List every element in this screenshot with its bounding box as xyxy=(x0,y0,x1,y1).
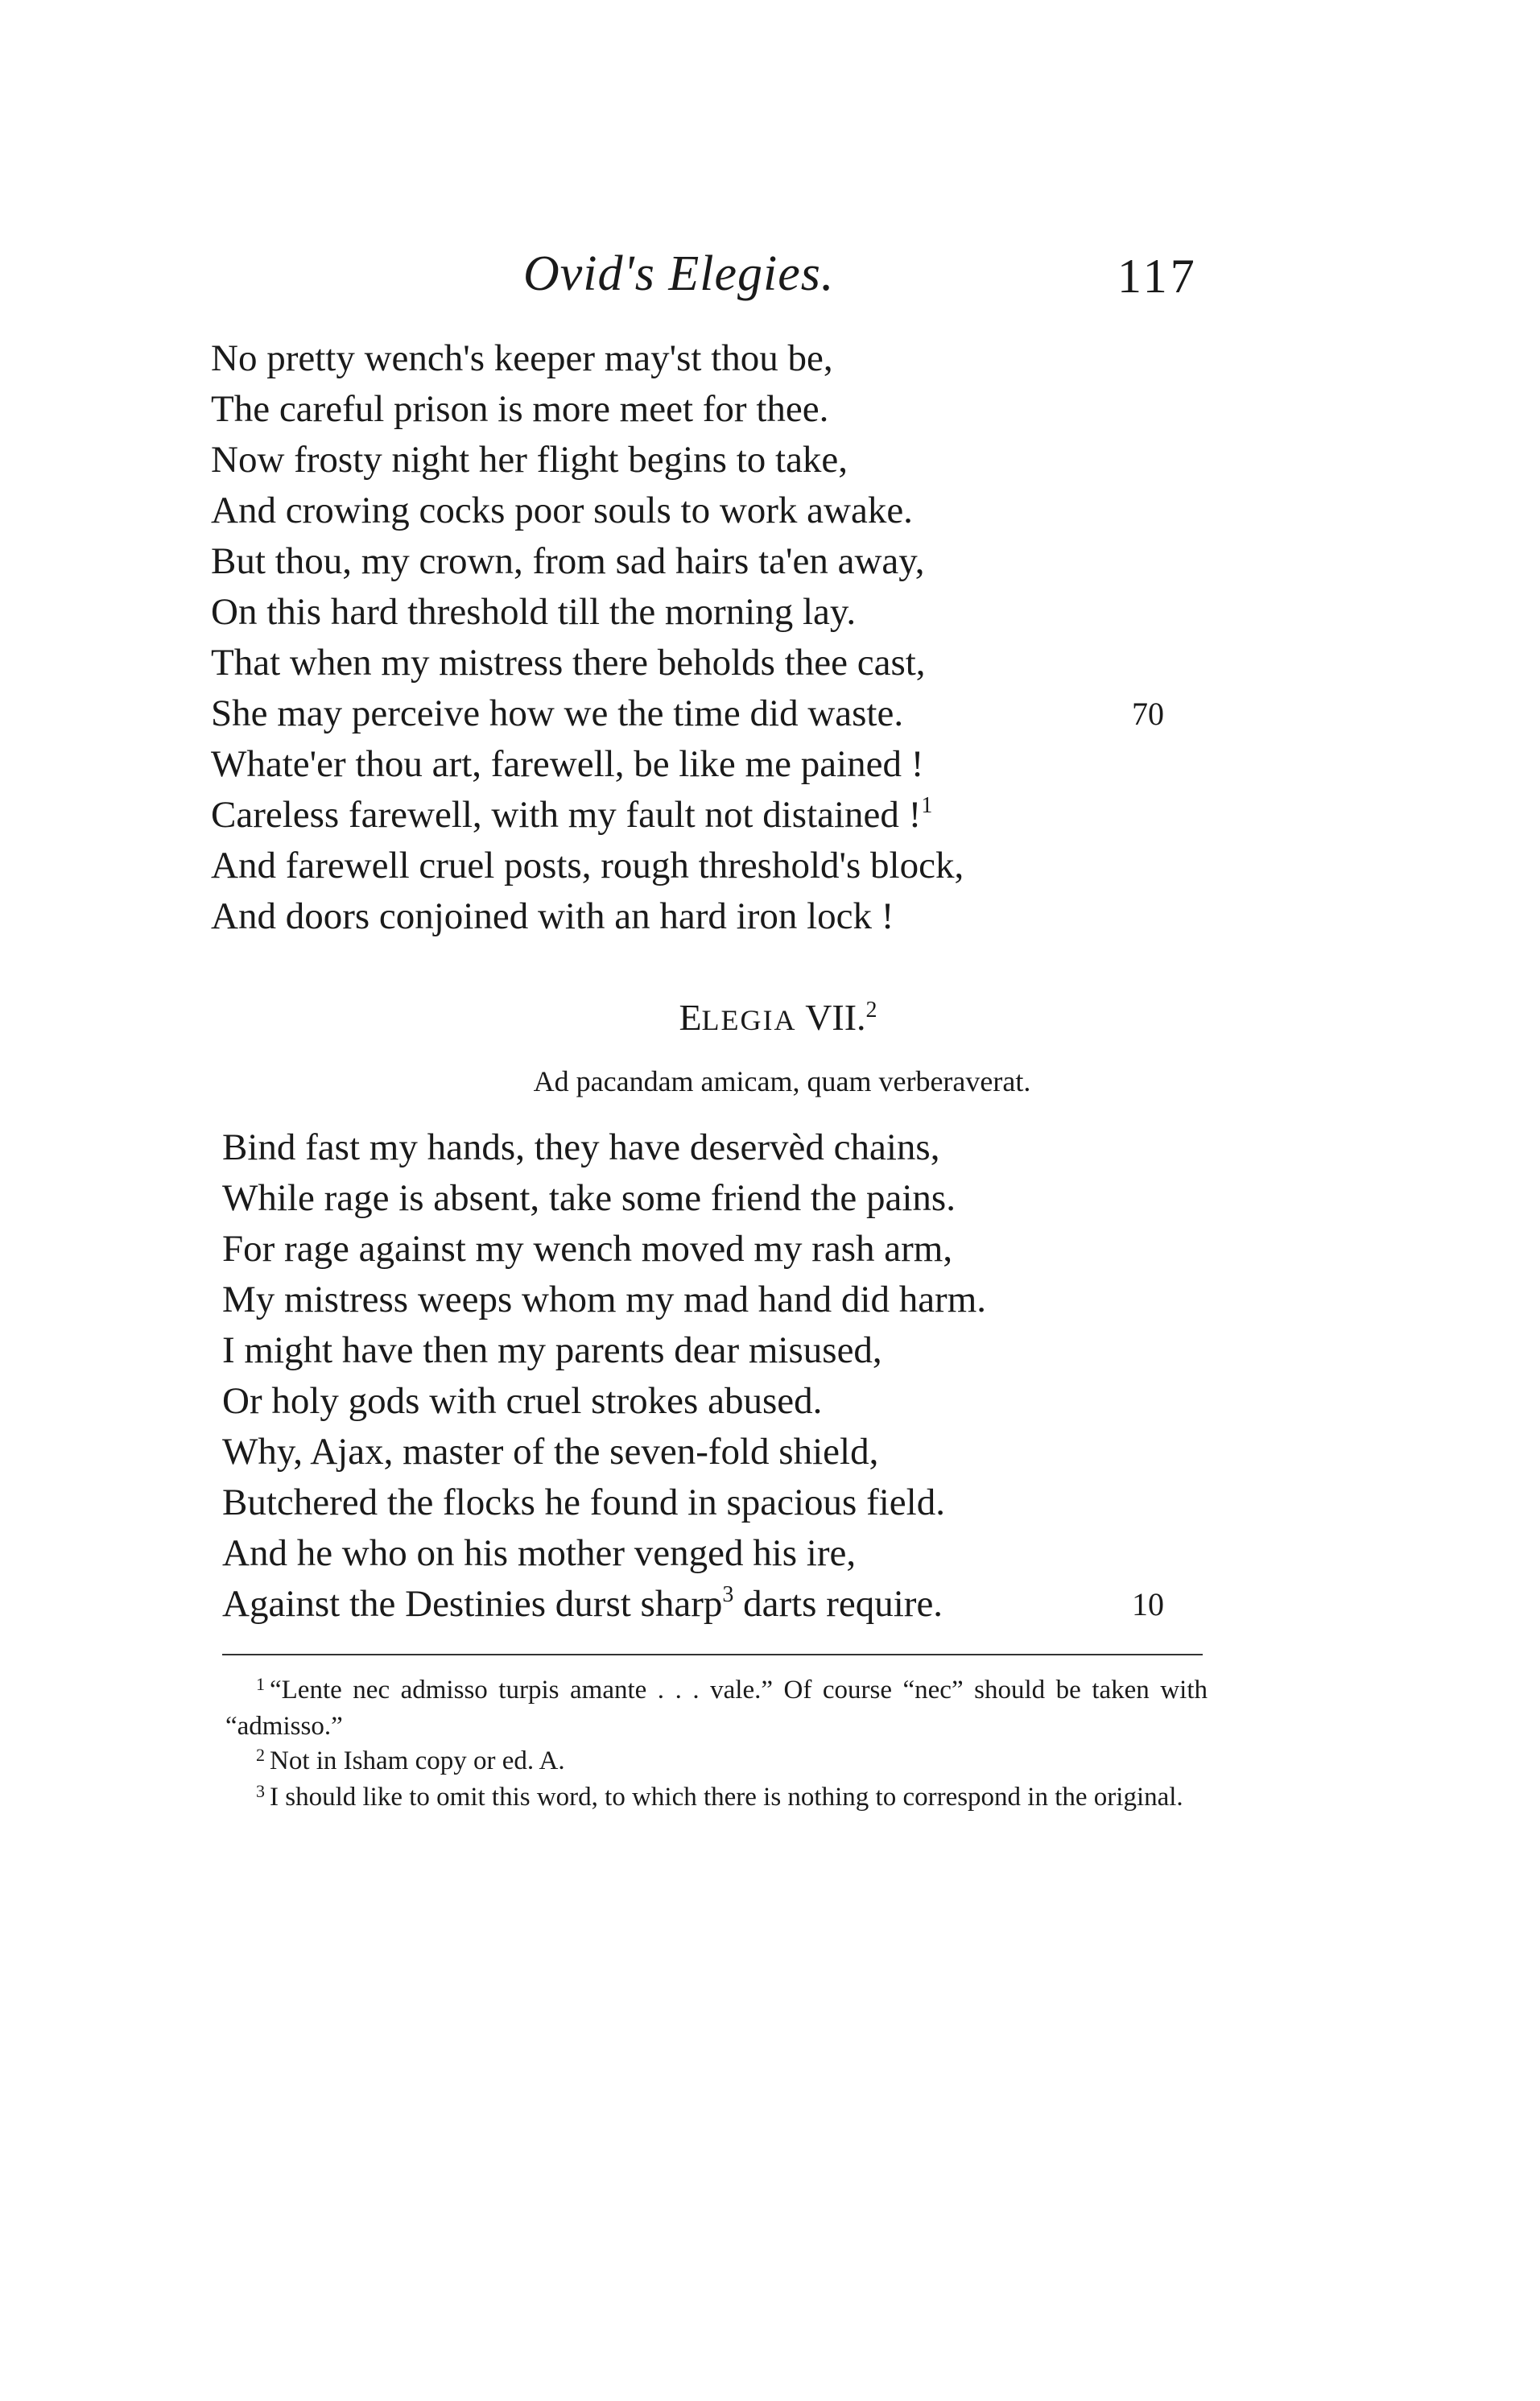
verse-line xyxy=(211,435,1298,486)
verse-text: Whate'er thou art, farewell, be like me pained ! xyxy=(211,743,924,785)
verse-line xyxy=(211,333,1298,384)
verse-text: She may perceive how we the time did waste. xyxy=(211,692,904,734)
footnote-marker: 1 xyxy=(256,1674,265,1694)
verse-line xyxy=(222,1376,1309,1427)
verse-line xyxy=(222,1477,1309,1528)
footnote-divider xyxy=(222,1654,1203,1655)
verse-line xyxy=(211,790,1298,841)
verse-text: And crowing cocks poor souls to work awake. xyxy=(211,490,913,531)
footnote-text: I should like to omit this word, to which there is nothing to correspond in the original. xyxy=(270,1783,1183,1812)
line-number: 10 xyxy=(1132,1586,1164,1622)
verse-line xyxy=(222,1325,1309,1376)
verse-line xyxy=(211,841,1298,891)
verse-text: Careless farewell, with my fault not distained ! xyxy=(211,794,922,836)
footnote-marker: 2 xyxy=(256,1745,265,1765)
verse-block-1 xyxy=(211,333,1298,942)
verse-line xyxy=(222,1224,1309,1275)
verse-line xyxy=(211,891,1298,942)
verse-text: Against the Destinies durst sharp xyxy=(222,1583,723,1625)
verse-line xyxy=(211,638,1298,688)
verse-line xyxy=(222,1427,1309,1477)
verse-line xyxy=(222,1275,1309,1325)
page-number: 117 xyxy=(1117,250,1198,303)
verse-line xyxy=(211,739,1298,790)
verse-text: Butchered the flocks he found in spacious field. xyxy=(222,1482,945,1523)
verse-text-continued: darts require. xyxy=(733,1583,943,1625)
verse-text: And he who on his mother venged his ire, xyxy=(222,1532,857,1574)
line-number: 70 xyxy=(1132,696,1164,732)
elegia-heading xyxy=(0,996,1540,1039)
footnote xyxy=(225,1673,1208,1744)
footnote-text: “Lente nec admisso turpis amante . . . vale.” Of course “nec” should be taken with “admisso.” xyxy=(225,1676,1208,1741)
verse-text: And farewell cruel posts, rough threshold's block, xyxy=(211,845,964,886)
footnote-ref: 2 xyxy=(865,998,877,1023)
verse-text: And doors conjoined with an hard iron lock ! xyxy=(211,895,894,937)
verse-line xyxy=(211,384,1298,435)
running-head xyxy=(0,246,1540,310)
footnote-ref: 1 xyxy=(921,793,933,818)
verse-line xyxy=(222,1528,1309,1579)
elegia-heading-initial: E xyxy=(679,997,702,1038)
footnote-ref: 3 xyxy=(722,1582,734,1607)
verse-line xyxy=(211,486,1298,536)
verse-text: That when my mistress there beholds thee cast, xyxy=(211,642,926,684)
elegia-heading-smallcaps: LEGIA xyxy=(701,1004,797,1036)
footnote-marker: 3 xyxy=(256,1781,265,1801)
running-title: Ovid's Elegies. xyxy=(523,246,835,301)
verse-line xyxy=(222,1173,1309,1224)
footnote-text: Not in Isham copy or ed. A. xyxy=(270,1746,565,1775)
verse-line xyxy=(211,536,1298,587)
footnote xyxy=(225,1780,1208,1816)
footnote xyxy=(225,1744,1208,1780)
verse-text: But thou, my crown, from sad hairs ta'en away, xyxy=(211,540,925,582)
verse-text: Why, Ajax, master of the seven-fold shield, xyxy=(222,1431,879,1473)
verse-text: My mistress weeps whom my mad hand did harm. xyxy=(222,1279,987,1320)
verse-block-2 xyxy=(222,1122,1309,1630)
verse-line xyxy=(211,688,1298,739)
verse-text: Now frosty night her flight begins to take, xyxy=(211,439,848,481)
verse-line xyxy=(222,1122,1309,1173)
verse-text: I might have then my parents dear misused, xyxy=(222,1329,882,1371)
verse-text: While rage is absent, take some friend the pains. xyxy=(222,1177,956,1219)
verse-text: The careful prison is more meet for thee. xyxy=(211,388,829,430)
verse-text: Bind fast my hands, they have deservèd chains, xyxy=(222,1126,940,1168)
elegia-heading-numeral: VII. xyxy=(805,997,866,1038)
verse-text: Or holy gods with cruel strokes abused. xyxy=(222,1380,823,1422)
footnotes xyxy=(225,1673,1208,1816)
verse-text: No pretty wench's keeper may'st thou be, xyxy=(211,337,833,379)
verse-text: For rage against my wench moved my rash arm, xyxy=(222,1228,953,1270)
verse-line xyxy=(222,1579,1309,1630)
elegia-subtitle: Ad pacandam amicam, quam verberaverat. xyxy=(533,1065,1031,1097)
verse-text: On this hard threshold till the morning lay. xyxy=(211,591,857,633)
verse-line xyxy=(211,587,1298,638)
